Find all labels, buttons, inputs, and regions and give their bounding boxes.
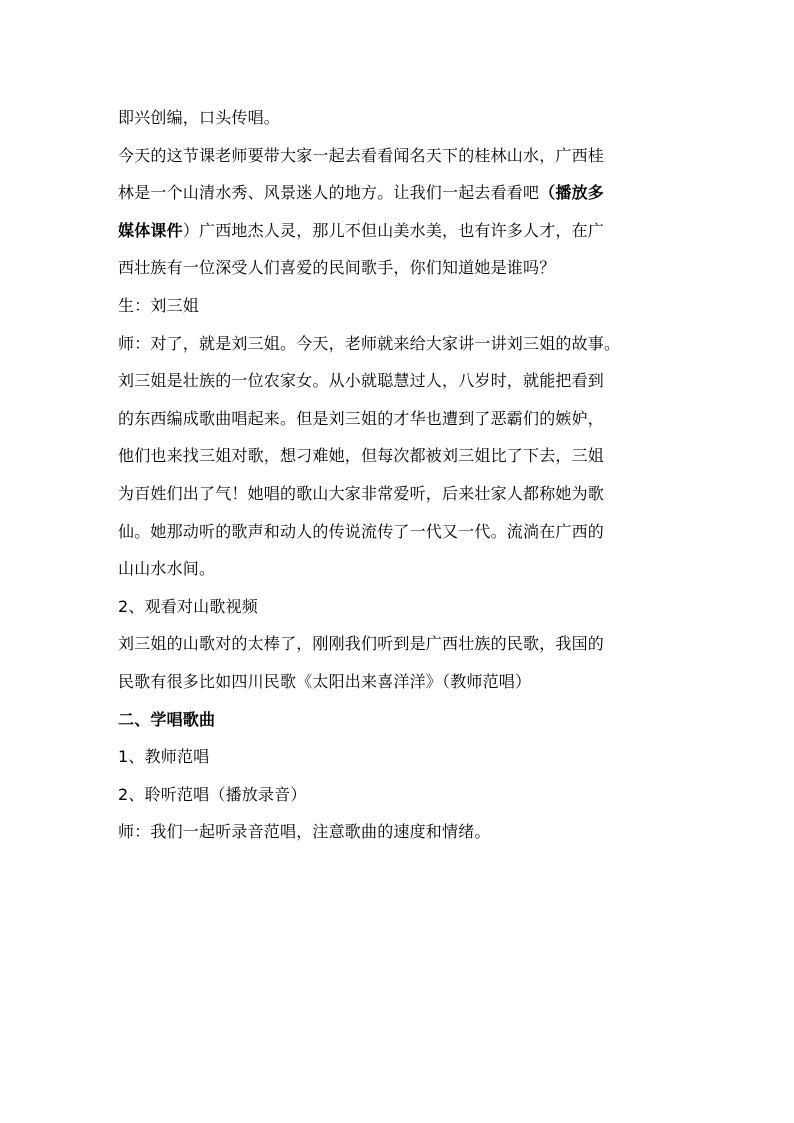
section-heading: 二、学唱歌曲 <box>118 709 216 729</box>
text-line: 的东西编成歌曲唱起来。但是刘三姐的才华也遭到了恶霸们的嫉妒， <box>118 408 605 428</box>
text-line: 师：对了，就是刘三姐。今天，老师就来给大家讲一讲刘三姐的故事。 <box>118 333 621 353</box>
text-line <box>118 174 678 212</box>
section-heading: 2、聆听范唱（播放录音） <box>118 784 307 804</box>
text-span: 林是一个山清水秀、风景迷人的地方。让我们一起去看看吧 <box>118 183 540 203</box>
text-line: 山山水水间。 <box>118 559 216 579</box>
text-line: 为百姓们出了气！她唱的歌山大家非常爱听，后来壮家人都称她为歌 <box>118 483 605 503</box>
text-line: 生：刘三姐 <box>118 295 200 315</box>
bold-text-span: 媒体课件 <box>118 220 183 240</box>
text-line: 他们也来找三姐对歌，想刁难她，但每次都被刘三姐比了下去，三姐 <box>118 446 605 466</box>
text-line: 西壮族有一位深受人们喜爱的民间歌手，你们知道她是谁吗？ <box>118 258 556 278</box>
text-line: 即兴创编，口头传唱。 <box>118 108 281 127</box>
text-line: 仙。她那动听的歌声和动人的传说流传了一代又一代。流淌在广西的 <box>118 521 605 541</box>
text-span: ）广西地杰人灵，那儿不但山美水美，也有许多人才，在广 <box>182 220 605 240</box>
text-line: 民歌有很多比如四川民歌《太阳出来喜洋洋》（教师范唱） <box>118 671 532 691</box>
section-heading: 1、教师范唱 <box>118 747 210 767</box>
text-line: 刘三姐的山歌对的太棒了，刚刚我们听到是广西壮族的民歌，我国的 <box>118 634 605 654</box>
text-line: 师：我们一起听录音范唱，注意歌曲的速度和情绪。 <box>118 822 491 842</box>
document-page <box>118 99 678 851</box>
text-line <box>118 212 678 250</box>
bold-text-span: （播放多 <box>539 183 605 203</box>
text-line: 刘三姐是壮族的一位农家女。从小就聪慧过人，八岁时，就能把看到 <box>118 371 605 391</box>
section-heading: 2、观看对山歌视频 <box>118 596 258 616</box>
text-line: 今天的这节课老师要带大家一起去看看闻名天下的桂林山水，广西桂 <box>118 145 605 165</box>
